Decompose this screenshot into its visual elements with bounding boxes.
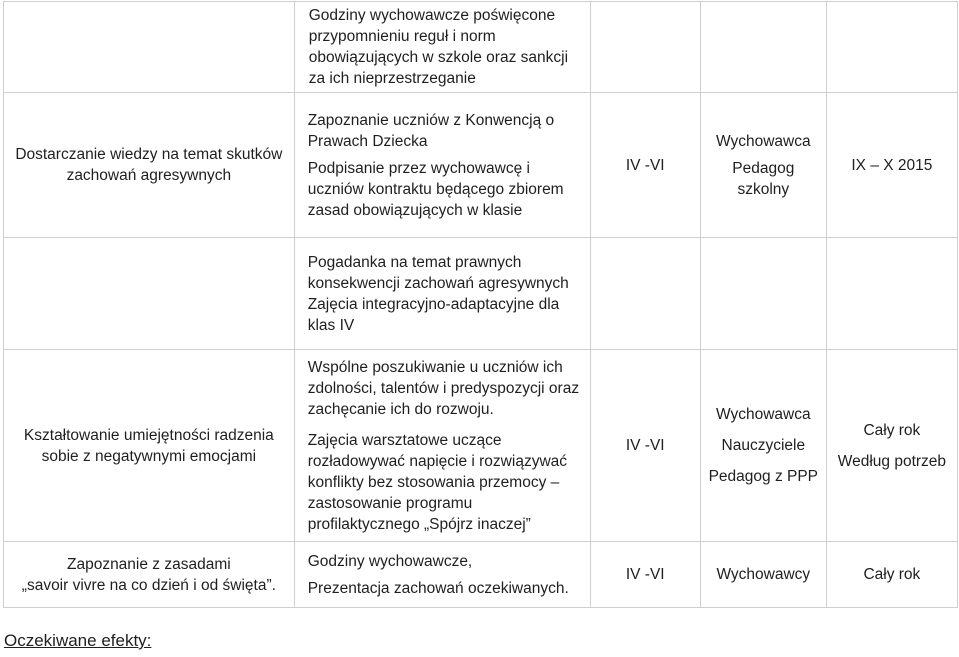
expected-effects-heading: Oczekiwane efekty: (4, 631, 152, 650)
goal-text: Zapoznanie z zasadami (66, 555, 231, 573)
cell-goal (4, 542, 295, 608)
cell-responsible (700, 542, 826, 608)
cell-activity (294, 542, 590, 608)
cell-classes (590, 238, 700, 350)
term-text: IX – X 2015 (851, 156, 933, 174)
activity-text: Godziny wychowawcze, (307, 552, 473, 570)
activity-text: Wspólne poszukiwanie u uczniów ich zdolności, talentów i predyspozycji oraz zachęcanie ich do rozwoju. (307, 358, 580, 418)
responsible-text: Pedagog szkolny (732, 159, 795, 198)
activity-text: Zajęcia warsztatowe uczące rozładowywać napięcie i rozwiązywać konflikty bez stosowania przemocy – zastosowanie programu profilaktycznego „Spójrz inaczej” (307, 431, 568, 533)
cell-goal (4, 2, 295, 93)
classes-text: IV -VI (625, 437, 665, 454)
activity-text: Prezentacja zachowań oczekiwanych. (307, 579, 569, 597)
table-row (4, 93, 958, 238)
activity-text: Pogadanka na temat prawnych konsekwencji zachowań agresywnych (307, 253, 569, 292)
cell-goal (4, 238, 295, 350)
cell-term (826, 542, 957, 608)
goal-text: Kształtowanie umiejętności radzenia sobie z negatywnymi emocjami (23, 426, 274, 465)
plan-table (3, 1, 958, 608)
activity-text: Godziny wychowawcze poświęcone przypomnieniu reguł i norm obowiązujących w szkole oraz sankcji za ich nieprzestrzeganie (308, 7, 569, 87)
cell-activity (294, 238, 590, 350)
activity-text: Podpisanie przez wychowawcę i uczniów kontraktu będącego zbiorem zasad obowiązujących w klasie (307, 159, 564, 219)
cell-term (826, 350, 957, 542)
cell-term (826, 238, 957, 350)
term-text: Według potrzeb (837, 452, 947, 470)
cell-term (826, 2, 957, 93)
activity-text: Zajęcia integracyjno-adaptacyjne dla klas IV (307, 295, 560, 334)
goal-text: Dostarczanie wiedzy na temat skutków zachowań agresywnych (15, 146, 283, 184)
cell-activity (294, 93, 590, 238)
cell-responsible (700, 350, 826, 542)
cell-classes (590, 2, 700, 93)
classes-text: IV -VI (625, 566, 665, 583)
term-text: Cały rok (863, 421, 921, 439)
table-row (4, 542, 958, 608)
activity-text: Zapoznanie uczniów z Konwencją o Prawach Dziecka (307, 111, 555, 150)
cell-responsible (700, 2, 826, 93)
responsible-text: Pedagog z PPP (708, 468, 819, 485)
classes-text: IV -VI (625, 156, 665, 174)
cell-term (826, 93, 957, 238)
table-row (4, 2, 958, 93)
cell-responsible (700, 238, 826, 350)
table-row (4, 238, 958, 350)
cell-goal (4, 350, 295, 542)
cell-classes (590, 542, 700, 608)
cell-responsible (700, 93, 826, 238)
term-text: Cały rok (863, 566, 921, 583)
cell-activity (294, 2, 590, 93)
cell-goal (4, 93, 295, 238)
responsible-text: Wychowawca (716, 406, 811, 423)
responsible-text: Wychowawca (716, 132, 811, 150)
cell-activity (294, 350, 590, 542)
goal-text: „savoir vivre na co dzień i od święta”. (21, 576, 276, 594)
table-row (4, 350, 958, 542)
responsible-text: Wychowawcy (716, 566, 811, 583)
cell-classes (590, 93, 700, 238)
cell-classes (590, 350, 700, 542)
responsible-text: Nauczyciele (721, 437, 806, 454)
